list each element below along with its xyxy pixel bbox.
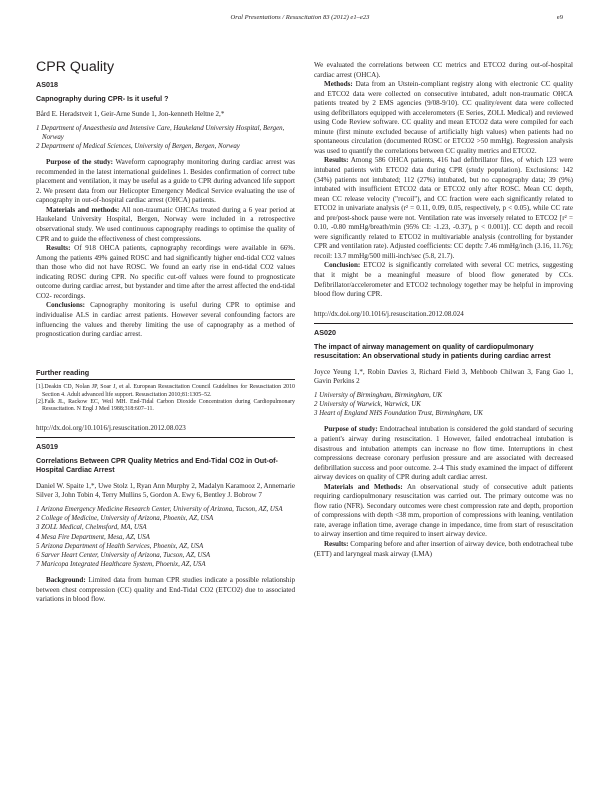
divider	[36, 379, 295, 380]
paragraph-text: All non-traumatic OHCAs treated during a 6 year period at Haukeland University Hospital, Bergen, Norway were included in a retrospective observational study. We used continuous capnography readings to optimise the quality of CPR and to guide the effectiveness of chest compressions.	[36, 205, 295, 243]
abstract-paragraph	[36, 576, 295, 605]
divider	[314, 323, 573, 324]
paragraph-label: Purpose of study:	[324, 425, 378, 434]
affiliation: 2 College of Medicine, University of Arizona, Phoenix, AZ, USA	[36, 515, 214, 523]
reference-item: [2].Falk JL, Rackow EC, Weil MH. End-Tidal Carbon Dioxide Concentration during Cardiopulmonary Resuscitation. N Engl J Med 1988;318:607–11.	[36, 398, 295, 413]
abstract-id: AS018	[36, 80, 58, 89]
paragraph-label: Conclusions:	[46, 301, 86, 310]
further-reading-heading: Further reading	[36, 367, 90, 377]
affiliation: 2 Department of Medical Sciences, University of Bergen, Bergen, Norway	[36, 143, 240, 150]
paragraph-text: Data from an Utstein-compliant registry along with electronic CC quality and ETCO2 data were collected on consecutive intubated, adult non-traumatic OHCA patients treated by 2 EMS agencies (9/08-9/10). CC quality/event data were collected using defibrillators equipped with accelerometers (E Series, ZOLL Medical) and reviewed using Code Review software. CC quality and mean ETCO2 data were compiled for each minute (first minute excluded because of artificially high values) when patients had no spontaneous circulation (documented ROSC or ETCO2 >50 mmHg). Regression analysis was used to quantify the correlations between CC quality metrics and ETCO2.	[314, 80, 573, 155]
abstract-paragraph	[314, 261, 573, 299]
paragraph-label: Methods:	[324, 80, 353, 89]
author-list: Joyce Yeung 1,*, Robin Davies 3, Richard Field 3, Mehboob Chilwan 3, Fang Gao 1, Gavin Perkins 2	[314, 367, 573, 386]
paragraph-text: Limited data from human CPR studies indicate a possible relationship between chest compression (CC) quality and End-Tidal CO2 (ETCO2) due to associated variations in blood flow.	[36, 576, 295, 604]
affiliations	[36, 505, 295, 569]
paragraph-label: Conclusion:	[324, 261, 361, 270]
paragraph-text: Comparing before and after insertion of airway device, both endotracheal tube (ETT) and laryngeal mask airway (LMA)	[314, 540, 573, 558]
abstract-paragraph	[314, 80, 573, 156]
affiliation: 4 Mesa Fire Department, Mesa, AZ, USA	[36, 533, 150, 541]
running-header	[0, 14, 600, 26]
abstract-title: The impact of airway management on quality of cardiopulmonary resuscitation: An observational study in patients during cardiac arrest	[314, 342, 551, 361]
abstract-id: AS020	[314, 328, 336, 338]
reference-item: [1].Deakin CD, Nolan JP, Soar J, et al. European Resuscitation Council Guidelines for Resuscitation 2010 Section 4. Adult advanced life support. Resuscitation 2010;81:1305–52.	[36, 384, 295, 398]
paragraph-label: Materials and Methods:	[324, 482, 403, 491]
paragraph-text: Of 918 OHCA patients, capnography recordings were available in 66%. Among the patients 49% gained ROSC and had significantly higher end-tidal CO2 values than those who did not have ROSC. We found an early rise in end-tidal CO2 values indicating ROSC during CPR. No specific cut-off values were found to prognosticate outcome during cardiac arrest, but bystander and time after the arrest affected the end-tidal CO2- recordings.	[36, 244, 295, 300]
abstract-paragraph	[36, 206, 295, 244]
abstract-title: Correlations Between CPR Quality Metrics and End-Tidal CO2 in Out-of-Hospital Cardiac Arrest	[36, 456, 278, 475]
abstract-paragraph	[36, 244, 295, 301]
affiliation: 7 Maricopa Integrated Healthcare System, Phoenix, AZ, USA	[36, 561, 206, 569]
affiliation: 3 Heart of England NHS Foundation Trust, Birmingham, UK	[314, 410, 483, 418]
paragraph-text: Capnography monitoring is useful during CPR to optimise and individualise ALS in cardiac arrest patients. However several confounding factors are influencing the values and thereby limiting the use of capnography as a method of prognostication during cardiac arrest.	[36, 301, 295, 339]
journal-citation: Oral Presentations / Resuscitation 83 (2012) e1–e23	[230, 14, 370, 21]
affiliation: 3 ZOLL Medical, Chelmsford, MA, USA	[36, 524, 147, 532]
paragraph-label: Results:	[324, 540, 349, 549]
affiliations	[314, 391, 573, 419]
affiliation: 1 Department of Anaesthesia and Intensive Care, Haukeland University Hospital, Bergen, Norway	[36, 124, 285, 141]
author-list: Bård E. Heradstveit 1, Geir-Arne Sunde 1, Jon-kenneth Heltne 2,*	[36, 110, 225, 119]
author-list: Daniel W. Spaite 1,*, Uwe Stolz 1, Ryan Ann Murphy 2, Madalyn Karamooz 2, Annemarie Silver 3, John Tobin 4, Terry Mullins 5, Gordon A. Ewy 6, Bentley J. Bobrow 7	[36, 481, 295, 500]
affiliation: 5 Arizona Department of Health Services, Phoenix, AZ, USA	[36, 542, 204, 550]
abstract-id: AS019	[36, 442, 58, 452]
page-number: e9	[556, 14, 563, 21]
abstract-title: Capnography during CPR- Is it useful ?	[36, 94, 169, 103]
abstract-paragraph	[36, 301, 295, 339]
affiliation: 6 Sarver Heart Center, University of Arizona, Tucson, AZ, USA	[36, 551, 211, 559]
paragraph-label: Materials and methods:	[46, 205, 120, 214]
abstract-paragraph	[314, 156, 573, 261]
doi-link[interactable]: http://dx.doi.org/10.1016/j.resuscitation.2012.08.023	[36, 423, 186, 432]
paragraph-label: Background:	[46, 576, 86, 585]
paragraph-label: Results:	[46, 244, 71, 253]
affiliations	[36, 124, 295, 152]
section-title: CPR Quality	[36, 59, 115, 75]
abstract-paragraph	[36, 158, 295, 206]
affiliation: 1 Arizona Emergency Medicine Research Center, University of Arizona, Tucson, AZ, USA	[36, 505, 283, 513]
paragraph-text: Endotracheal intubation is considered the gold standard of securing a patient's airway during resuscitation. 1 However, failed endotracheal intubation is disastrous and intubation attempts can increase no flow time. Interruptions in chest compressions decrease coronary perfusion pressure and are associated with decreased defibrillation success and poor outcome. 2–4 This study examined the impact of different airway devices on quality of CPR during adult cardiac arrest.	[314, 425, 573, 482]
divider	[36, 437, 295, 438]
doi-link[interactable]: http://dx.doi.org/10.1016/j.resuscitation.2012.08.024	[314, 309, 464, 318]
abstract-paragraph	[314, 540, 573, 559]
affiliation: 1 University of Birmingham, Birmingham, UK	[314, 391, 443, 399]
right-column	[314, 61, 573, 559]
paragraph-text: Waveform capnography monitoring during cardiac arrest was recommended in the latest international guidelines 1. Besides confirmation of correct tube placement and ventilation, it may be useful as a guide to CPR during advanced life support 2. We present data from our Helicopter Emergency Medical Service evaluating the use of capnography in out-of-hospital cardiac arrest (OHCA) patients.	[36, 158, 295, 205]
abstract-paragraph	[314, 61, 573, 80]
paragraph-text: Among 586 OHCA patients, 416 had defibrillator files, of which 123 were intubated patients with ETCO2 data during CPR (study population). Exclusions: 142 (34%) patients not intubated; 112 (27%) intubated, but no capnography data; 39 (9%) intubated with insufficient ETCO2 data or ETCO2 only after ROSC. Mean CC depth, mean CC release velocity ("recoil"), and CC fraction were each significantly related to ETCO2 in univariate analysis (r² = 0.11, 0.09, 0.05, respectively, p < 0.05), while CC rate and pre/post-shock pause were not. Ventilation rate was inversely related to ETCO2 [r² = 0.10, -0.80 mmHg/breath/min (95% CI: -1.23, -0.37), p < 0.001)]. CC depth and recoil were significantly related to ETCO2 in multivariable analysis (controlling for bystander CPR and ventilation rate). Adjusted coefficients: CC depth: 7.46 mmHg/inch (3.16, 11.76); recoil: 13.7 mmHg/500 milli-inch/sec (5.8, 21.7).	[314, 156, 573, 260]
paragraph-text: An observational study of consecutive adult patients requiring cardiopulmonary resuscitation was carried out. The primary outcome was no flow ratio (NFR). Secondary outcomes were chest compression rate and depth, proportion of compressions with depth <38 mm, proportion of compressions with leaning, ventilation rate, average inflation time, average change in impedance, time from start of resuscitation to airway insertion and time required to insert airway device.	[314, 482, 573, 539]
left-column	[36, 58, 295, 605]
paragraph-label: Results:	[324, 156, 349, 165]
paragraph-text: We evaluated the correlations between CC metrics and ETCO2 during out-of-hospital cardiac arrest (OHCA).	[314, 61, 573, 79]
paragraph-label: Purpose of the study:	[46, 158, 114, 167]
affiliation: 2 University of Warwick, Warwick, UK	[314, 401, 421, 409]
paragraph-text: ETCO2 is significantly correlated with several CC metrics, suggesting that it might be a meaningful measure of blood flow generated by CCs. Defibrillator/accelerometer and ETCO2 technology together may be helpful in improving blood flow during CPR.	[314, 261, 573, 299]
abstract-paragraph	[314, 483, 573, 540]
abstract-paragraph	[314, 425, 573, 482]
